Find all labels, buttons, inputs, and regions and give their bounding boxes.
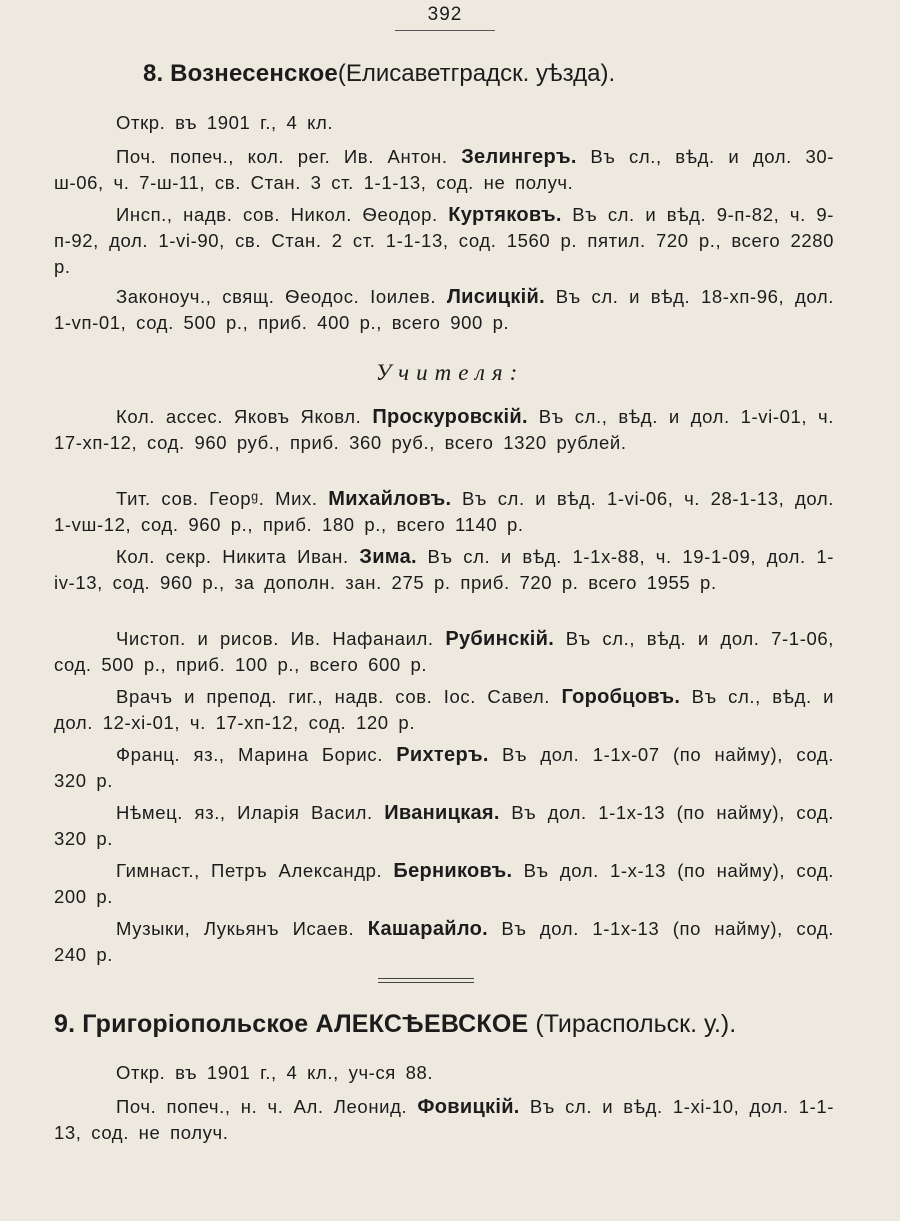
staff-entry xyxy=(54,1094,834,1146)
entry-surname: Зима. xyxy=(359,546,417,568)
teacher-entry xyxy=(54,684,834,736)
school-name: Вознесенское xyxy=(170,60,338,87)
entry-details: Въ сл. и вѣд. 1-хі-10, дол. 1-1-13, сод. не получ. xyxy=(54,1096,835,1143)
teachers-heading: Учителя: xyxy=(375,360,525,385)
teacher-entry xyxy=(54,404,834,456)
school-name: Григоріопольское АЛЕКСѢЕВСКОЕ xyxy=(82,1010,529,1038)
entry-surname: Рубинскій. xyxy=(445,628,555,650)
entry-surname: Рихтеръ. xyxy=(396,744,489,766)
page-number: 392 xyxy=(427,4,463,25)
entry-rank: Гимнаст., Петръ Александр. xyxy=(116,860,383,881)
section-heading-9 xyxy=(54,1010,736,1039)
entry-surname: Иваницкая. xyxy=(384,802,500,824)
county-label: (Елисаветградск. уѣзда). xyxy=(337,60,616,87)
entry-rank: Инсп., надв. сов. Никол. Ѳеодор. xyxy=(116,204,438,225)
entry-details: Въ дол. 1-х-13 (по найму), сод. 200 р. xyxy=(54,860,834,907)
entry-surname: Фовицкій. xyxy=(417,1096,520,1118)
entry-details: Въ сл., вѣд. и дол. 1-vi-01, ч. 17-хп-12, сод. 960 руб., приб. 360 руб., всего 1320 рублей. xyxy=(54,406,834,453)
entry-rank: Франц. яз., Марина Борис. xyxy=(116,744,383,765)
teacher-entry xyxy=(54,800,834,852)
entry-surname: Проскуровскій. xyxy=(372,406,528,428)
entry-rank: Музыки, Лукьянъ Исаев. xyxy=(116,918,355,939)
entry-details: Въ сл., вѣд. и дол. 12-хі-01, ч. 17-хп-12, сод. 120 р. xyxy=(54,686,835,733)
staff-entry xyxy=(54,202,834,280)
entry-rank: Кол. ассес. Яковъ Яковл. xyxy=(116,406,362,427)
entry-rank: Тит. сов. Георᵍ. Мих. xyxy=(116,488,318,509)
county-label: (Тираспольск. у.). xyxy=(535,1010,737,1038)
entry-details: Въ сл., вѣд. и дол. 7-1-06, сод. 500 р., приб. 100 р., всего 600 р. xyxy=(54,628,834,675)
staff-entry xyxy=(54,284,834,336)
entry-rank: Чистоп. и рисов. Ив. Нафанаил. xyxy=(116,628,434,649)
entry-surname: Михайловъ. xyxy=(328,488,452,510)
entry-details: Въ дол. 1-1х-13 (по найму), сод. 320 р. xyxy=(54,802,835,849)
entry-rank: Поч. попеч., кол. рег. Ив. Антон. xyxy=(116,146,448,167)
teacher-entry xyxy=(54,858,834,910)
entry-surname: Горобцовъ. xyxy=(561,686,681,708)
page-number-rule xyxy=(395,30,495,31)
staff-entry xyxy=(54,144,834,196)
section-number: 8. xyxy=(143,60,164,87)
entry-surname: Лисицкій. xyxy=(446,286,545,308)
entry-surname: Зелингеръ. xyxy=(461,146,577,168)
teacher-entry xyxy=(54,742,834,794)
entry-surname: Берниковъ. xyxy=(393,860,513,882)
entry-rank: Законоуч., свящ. Ѳеодос. Іоилев. xyxy=(116,286,437,307)
entry-rank: Поч. попеч., н. ч. Ал. Леонид. xyxy=(116,1096,408,1117)
entry-details: Въ сл. и вѣд. 1-vi-06, ч. 28-1-13, дол. 1-vш-12, сод. 960 р., приб. 180 р., всего 1140 р. xyxy=(54,488,834,535)
section-heading-8 xyxy=(143,60,615,88)
entry-details: Въ сл. и вѣд. 9-п-82, ч. 9-п-92, дол. 1-vi-90, св. Стан. 2 ст. 1-1-13, сод. 1560 р. пятил. 720 р., всего 2280 р. xyxy=(54,204,834,277)
entry-surname: Куртяковъ. xyxy=(448,204,562,226)
entry-details: Въ дол. 1-1х-13 (по найму), сод. 240 р. xyxy=(54,918,835,965)
opening-line: Откр. въ 1901 г., 4 кл., уч-ся 88. xyxy=(116,1062,434,1083)
entry-details: Въ сл. и вѣд. 18-хп-96, дол. 1-vп-01, сод. 500 р., приб. 400 р., всего 900 р. xyxy=(54,286,834,333)
entry-surname: Кашарайло. xyxy=(367,918,488,940)
teacher-entry xyxy=(54,544,834,596)
entry-rank: Кол. секр. Никита Иван. xyxy=(116,546,349,567)
teacher-entry xyxy=(54,486,834,538)
entry-details: Въ сл. и вѣд. 1-1х-88, ч. 19-1-09, дол. 1-iv-13, сод. 960 р., за дополн. зан. 275 р. приб. 720 р. всего 1955 р. xyxy=(54,546,834,593)
teacher-entry xyxy=(54,626,834,678)
entry-details: Въ сл., вѣд. и дол. 30-ш-06, ч. 7-ш-11, св. Стан. 3 ст. 1-1-13, сод. не получ. xyxy=(54,146,834,193)
entry-rank: Врачъ и препод. гиг., надв. сов. Іос. Савел. xyxy=(116,686,551,707)
section-number: 9. xyxy=(54,1010,76,1038)
entry-details: Въ дол. 1-1х-07 (по найму), сод. 320 р. xyxy=(54,744,835,791)
opening-line: Откр. въ 1901 г., 4 кл. xyxy=(116,112,334,133)
section-divider xyxy=(378,978,474,983)
entry-rank: Нѣмец. яз., Иларія Васил. xyxy=(116,802,373,823)
teacher-entry xyxy=(54,916,834,968)
